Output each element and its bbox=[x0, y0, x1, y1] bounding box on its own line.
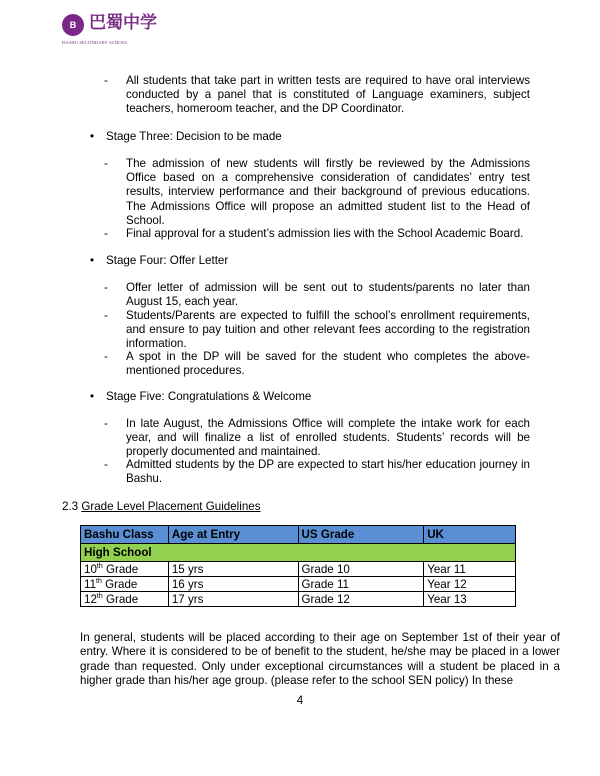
table-cell-uk: Year 11 bbox=[424, 562, 516, 577]
stage-three-title: Stage Three: Decision to be made bbox=[106, 130, 282, 143]
column-header: UK bbox=[424, 526, 516, 544]
page-number: 4 bbox=[296, 694, 304, 707]
section-heading bbox=[62, 500, 261, 514]
table-cell-uk: Year 13 bbox=[424, 592, 516, 607]
dash-marker: - bbox=[104, 227, 108, 240]
table-group-row bbox=[81, 544, 516, 562]
logo-title: 巴蜀中学 bbox=[89, 13, 157, 33]
dash-marker: - bbox=[104, 458, 108, 471]
dash-marker: - bbox=[104, 309, 108, 322]
table-cell-us: Grade 11 bbox=[298, 577, 424, 592]
stage-four-title: Stage Four: Offer Letter bbox=[106, 254, 229, 267]
school-logo bbox=[62, 10, 162, 48]
table-row bbox=[81, 562, 516, 577]
grade-placement-table bbox=[80, 525, 516, 607]
logo-emblem-icon: B bbox=[62, 14, 84, 36]
stage-three-heading bbox=[90, 130, 282, 144]
dash-marker: - bbox=[104, 350, 108, 363]
table-cell-us: Grade 10 bbox=[298, 562, 424, 577]
list-item bbox=[104, 157, 530, 228]
placement-paragraph: In general, students will be placed according to their age on September 1st of their year of entry. Where it is considered to be of benefit to the student, he/she may be placed in a lower grade than requested. Only under exceptional circumstances will a student be placed in a higher grade than his/her age group. (please refer to the school SEN policy) In these bbox=[80, 631, 560, 688]
list-item bbox=[104, 350, 530, 378]
table-cell-class: 12th Grade bbox=[81, 592, 169, 607]
table-row bbox=[81, 592, 516, 607]
section-number: 2.3 bbox=[62, 500, 79, 513]
stage-five-title: Stage Five: Congratulations & Welcome bbox=[106, 390, 312, 403]
dash-marker: - bbox=[104, 281, 108, 294]
stage-five-heading bbox=[90, 390, 311, 404]
list-item-text: Offer letter of admission will be sent out to students/parents no later than August 15, each year. bbox=[126, 281, 530, 309]
list-item-text: All students that take part in written tests are required to have oral interviews conducted by a panel that is constituted of Language examiners, subject teachers, homeroom teacher, and the DP Coordinator. bbox=[126, 74, 530, 116]
logo-subtitle: BASHU SECONDARY SCHOOL bbox=[62, 40, 129, 45]
list-item bbox=[104, 309, 530, 352]
table-row bbox=[81, 577, 516, 592]
dash-marker: - bbox=[104, 74, 108, 87]
list-item bbox=[104, 227, 530, 241]
table-cell-class: 10th Grade bbox=[81, 562, 169, 577]
dash-marker: - bbox=[104, 417, 108, 430]
list-item-text: Admitted students by the DP are expected to start his/her education journey in Bashu. bbox=[126, 458, 530, 486]
table-cell-age: 17 yrs bbox=[168, 592, 298, 607]
table-cell-age: 16 yrs bbox=[168, 577, 298, 592]
bullet-marker: • bbox=[90, 390, 95, 403]
bullet-marker: • bbox=[90, 254, 95, 267]
list-item-text: In late August, the Admissions Office will complete the intake work for each year, and will finalize a list of enrolled students. Students’ records will be properly documented and maintained. bbox=[126, 417, 530, 459]
list-item-text: The admission of new students will firstly be reviewed by the Admissions Office based on a comprehensive consideration of candidates’ entry test results, interview performance and their background of previous educations. The Admissions Office will propose an admitted student list to the Head of School. bbox=[126, 157, 530, 227]
table-header-row bbox=[81, 526, 516, 544]
column-header: Bashu Class bbox=[81, 526, 169, 544]
list-item bbox=[104, 74, 530, 117]
table-cell-uk: Year 12 bbox=[424, 577, 516, 592]
group-label: High School bbox=[81, 544, 516, 562]
stage-four-heading bbox=[90, 254, 228, 268]
table-cell-age: 15 yrs bbox=[168, 562, 298, 577]
column-header: US Grade bbox=[298, 526, 424, 544]
section-title: Grade Level Placement Guidelines bbox=[81, 500, 261, 513]
list-item-text: A spot in the DP will be saved for the student who completes the above-mentioned procedures. bbox=[126, 350, 530, 378]
list-item-text: Students/Parents are expected to fulfill the school’s enrollment requirements, and ensure to pay tuition and other relevant fees according to the registration information. bbox=[126, 309, 530, 351]
column-header: Age at Entry bbox=[168, 526, 298, 544]
list-item bbox=[104, 281, 530, 309]
table-cell-class: 11th Grade bbox=[81, 577, 169, 592]
dash-marker: - bbox=[104, 157, 108, 170]
bullet-marker: • bbox=[90, 130, 95, 143]
list-item bbox=[104, 417, 530, 460]
list-item-text: Final approval for a student’s admission lies with the School Academic Board. bbox=[126, 227, 524, 240]
table-cell-us: Grade 12 bbox=[298, 592, 424, 607]
list-item bbox=[104, 458, 530, 486]
